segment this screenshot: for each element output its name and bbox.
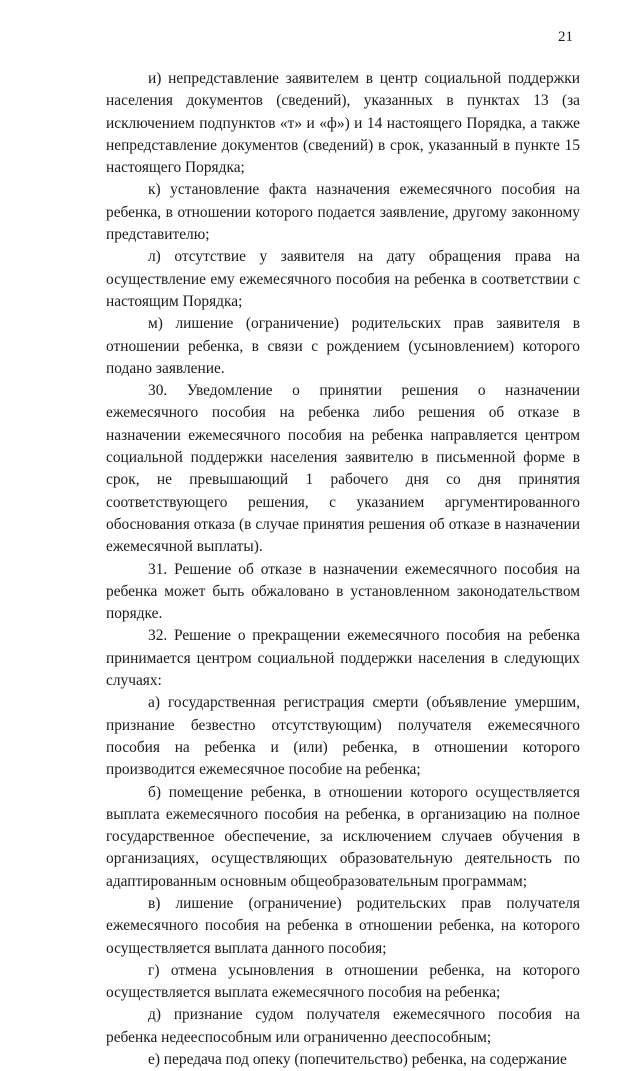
- paragraph-item-l: л) отсутствие у заявителя на дату обращения права на осуществление ему ежемесячного пособия на ребенка в соответствии с настоящим Порядка;: [106, 248, 580, 310]
- paragraph-item-e: е) передача под опеку (попечительство) ребенка, на содержание: [148, 1051, 567, 1069]
- paragraph-item-i: и) непредставление заявителем в центр социальной поддержки населения документов (сведений), указанных в пунктах 13 (за исключением подпунктов «т» и «ф») и 14 настоящего Порядка, а также непредставление документов (сведений) в срок, указанный в пункте 15 настоящего Порядка;: [106, 70, 580, 177]
- paragraph-item-g: г) отмена усыновления в отношении ребенка, на которого осуществляется выплата ежемесячного пособия на ребенка;: [106, 961, 580, 1002]
- paragraph-clause-30: 30. Уведомление о принятии решения о назначении ежемесячного пособия на ребенка либо решения об отказе в назначении ежемесячного пособия на ребенка направляется центром социальной поддержки населения заявителю в письменной форме в срок, не превышающий 1 рабочего дня со дня принятия соответствующего решения, с указанием аргументированного обоснования отказа (в случае принятия решения об отказе в назначении ежемесячной выплаты).: [106, 382, 580, 556]
- paragraph-item-v: в) лишение (ограничение) родительских прав получателя ежемесячного пособия на ребенка в отношении ребенка, на которого осуществляется выплата данного пособия;: [106, 894, 580, 957]
- page-number: 21: [558, 29, 573, 45]
- paragraph-item-k: к) установление факта назначения ежемесячного пособия на ребенка, в отношении которого подается заявление, другому законному представителю;: [106, 181, 580, 244]
- paragraph-clause-31: 31. Решение об отказе в назначении ежемесячного пособия на ребенка может быть обжаловано в установленном законодательством порядке.: [106, 560, 580, 623]
- paragraph-clause-32: 32. Решение о прекращении ежемесячного пособия на ребенка принимается центром социальной поддержки населения в следующих случаях:: [106, 627, 580, 690]
- paragraph-item-b: б) помещение ребенка, в отношении которого осуществляется выплата ежемесячного пособия на ребенка, в организацию на полное государственное обеспечение, за исключением случаев обучения в организациях, осуществляющих образовательную деятельность по адаптированным основным общеобразовательным программам;: [106, 783, 580, 890]
- paragraph-item-m: м) лишение (ограничение) родительских прав заявителя в отношении ребенка, в связи с рождением (усыновлением) которого подано заявление.: [106, 315, 580, 377]
- paragraph-item-d: д) признание судом получателя ежемесячного пособия на ребенка недееспособным или ограниченно дееспособным;: [106, 1006, 580, 1046]
- document-body: [106, 68, 580, 1071]
- paragraph-item-a: а) государственная регистрация смерти (объявление умершим, признание безвестно отсутствующим) получателя ежемесячного пособия на ребенка и (или) ребенка, в отношении которого производится ежемесячное пособие на ребенка;: [106, 694, 580, 779]
